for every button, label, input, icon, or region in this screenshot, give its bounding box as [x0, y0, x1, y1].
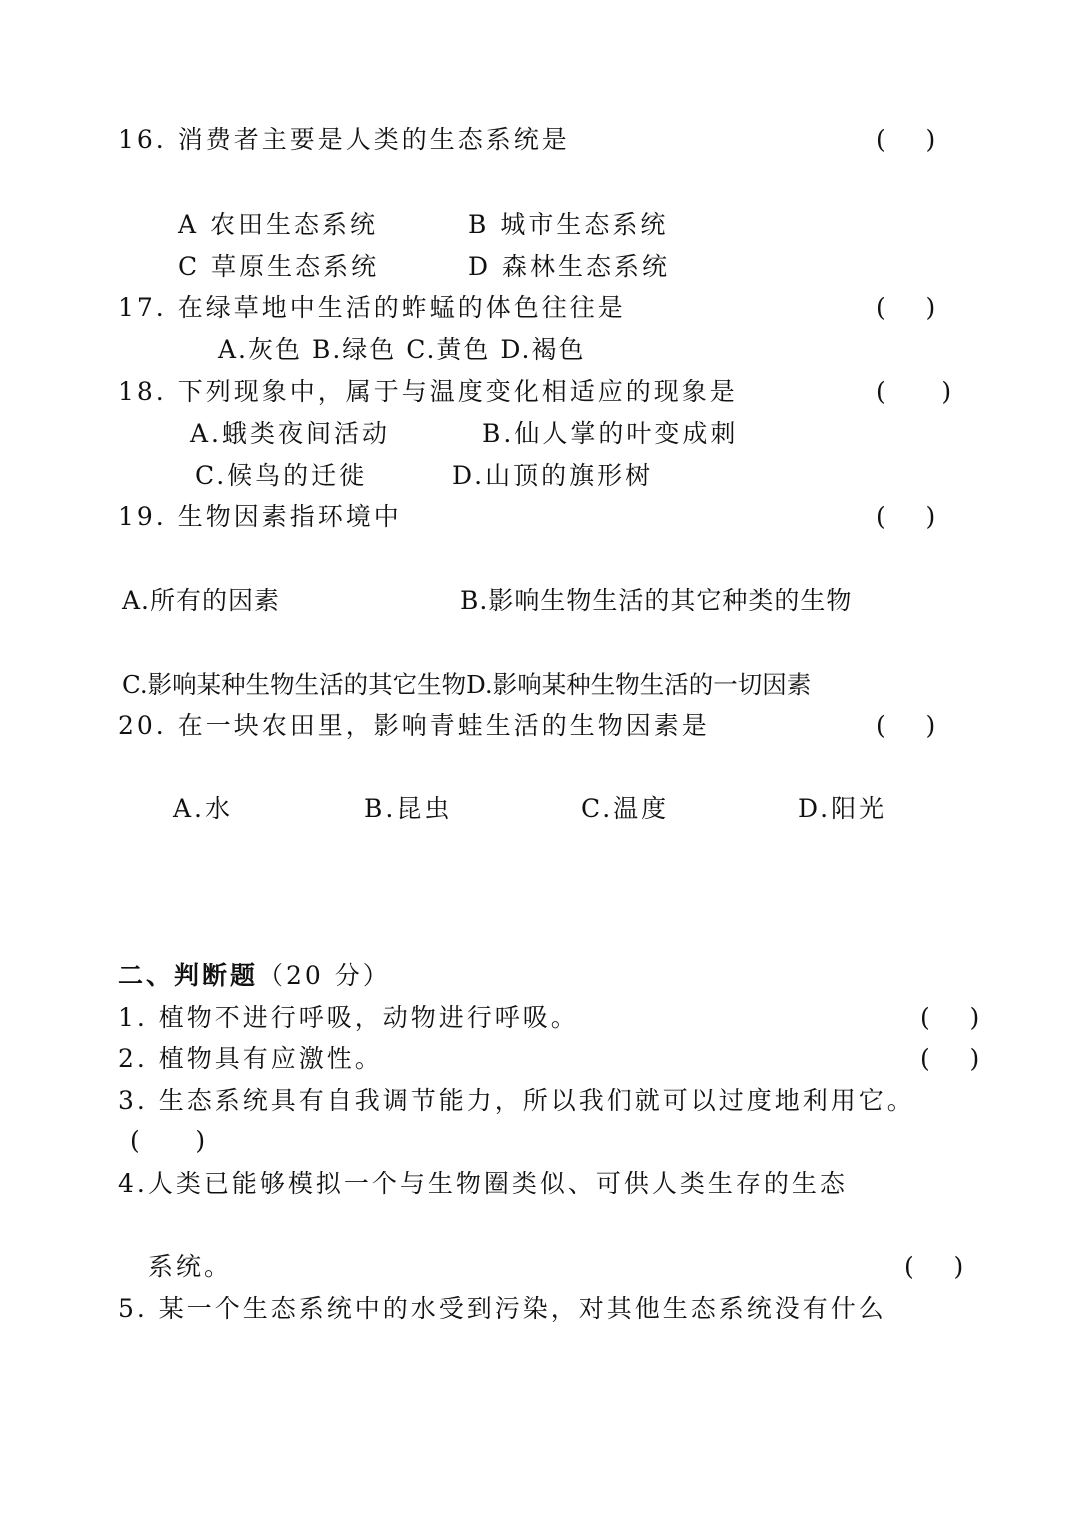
tf-q2-answer-paren: ( ): [920, 1044, 980, 1073]
q20-option-c: C.温度: [581, 794, 670, 823]
q16-answer-paren: ( ): [876, 125, 936, 154]
q17-stem: 17. 在绿草地中生活的蚱蜢的体色往往是: [118, 293, 626, 322]
q16-option-a: A 农田生态系统: [178, 210, 379, 239]
q20-option-a: A.水: [173, 794, 234, 823]
section-points: （20 分）: [258, 961, 391, 990]
tf-q3-answer-paren: ( ): [130, 1126, 206, 1155]
q18-option-c: C.候鸟的迁徙: [195, 461, 368, 490]
q20-stem: 20. 在一块农田里，影响青蛙生活的生物因素是: [118, 711, 710, 740]
tf-q1-text: 1. 植物不进行呼吸，动物进行呼吸。: [118, 1003, 579, 1032]
tf-q4-line2: 系统。: [148, 1252, 233, 1281]
q18-option-d: D.山顶的旗形树: [452, 461, 654, 490]
tf-q5-text: 5. 某一个生态系统中的水受到污染，对其他生态系统没有什么: [118, 1294, 887, 1323]
q18-stem: 18. 下列现象中，属于与温度变化相适应的现象是: [118, 377, 738, 406]
q17-answer-paren: ( ): [876, 293, 936, 322]
tf-q4-line1: 4.人类已能够模拟一个与生物圈类似、可供人类生存的生态: [118, 1169, 848, 1198]
q19-option-b: B.影响生物生活的其它种类的生物: [460, 586, 853, 615]
q16-option-c: C 草原生态系统: [178, 252, 380, 281]
tf-q2-text: 2. 植物具有应激性。: [118, 1044, 383, 1073]
tf-q1-answer-paren: ( ): [920, 1003, 980, 1032]
q18-answer-paren: ( ): [876, 377, 952, 406]
tf-q4-answer-paren: ( ): [904, 1252, 964, 1281]
q20-answer-paren: ( ): [876, 711, 936, 740]
q16-stem: 16. 消费者主要是人类的生态系统是: [118, 125, 570, 154]
q18-option-b: B.仙人掌的叶变成刺: [482, 419, 739, 448]
q16-option-b: B 城市生态系统: [468, 210, 669, 239]
q19-stem: 19. 生物因素指环境中: [118, 502, 402, 531]
q17-options: A.灰色 B.绿色 C.黄色 D.褐色: [218, 335, 586, 364]
q19-answer-paren: ( ): [876, 502, 936, 531]
q19-option-cd: C.影响某种生物生活的其它生物D.影响某种生物生活的一切因素: [122, 670, 812, 699]
q18-option-a: A.蛾类夜间活动: [190, 419, 391, 448]
q19-option-a: A.所有的因素: [122, 586, 281, 615]
section-heading: [118, 960, 391, 992]
q16-option-d: D 森林生态系统: [468, 252, 670, 281]
q20-option-d: D.阳光: [798, 794, 888, 823]
tf-q3-text: 3. 生态系统具有自我调节能力，所以我们就可以过度地利用它。: [118, 1086, 915, 1115]
q20-option-b: B.昆虫: [364, 794, 453, 823]
section-title: 二、判断题: [118, 961, 259, 990]
